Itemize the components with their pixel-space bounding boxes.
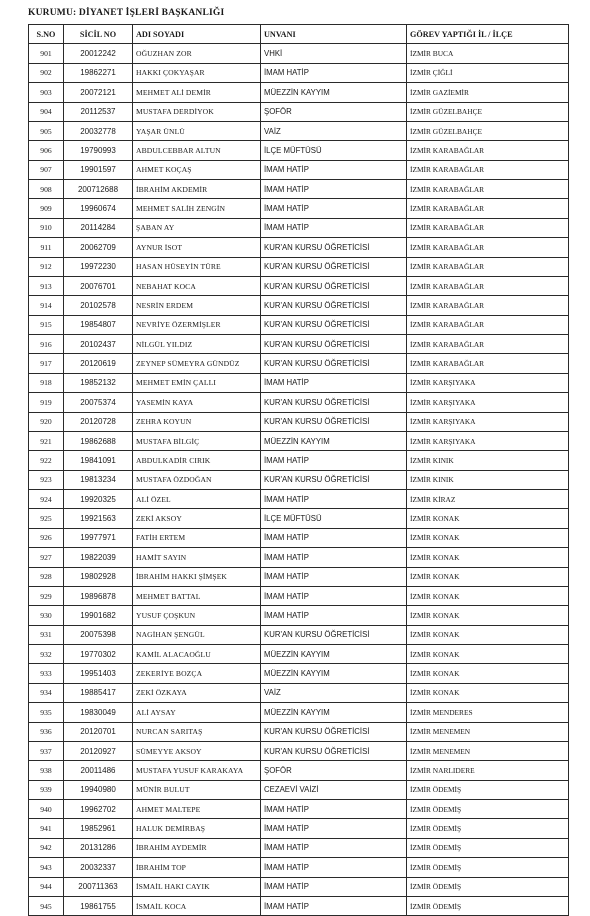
table-row — [29, 373, 569, 392]
cell-sicil-no: 20032337 — [64, 858, 133, 877]
table-row — [29, 741, 569, 760]
table-row — [29, 509, 569, 528]
table-row — [29, 44, 569, 63]
cell-unvani: VHKİ — [261, 44, 407, 63]
cell-gorev-yeri: İZMİR KONAK — [407, 683, 569, 702]
cell-gorev-yeri: İZMİR KARABAĞLAR — [407, 296, 569, 315]
cell-adi-soyadi: ZEKERİYE BOZÇA — [133, 664, 261, 683]
cell-adi-soyadi: ZEKİ ÖZKAYA — [133, 683, 261, 702]
cell-adi-soyadi: MUSTAFA BİLGİÇ — [133, 431, 261, 450]
cell-sicil-no: 19854807 — [64, 315, 133, 334]
cell-sicil-no: 19977971 — [64, 528, 133, 547]
cell-sno: 945 — [29, 896, 64, 915]
cell-unvani: KUR'AN KURSU ÖĞRETİCİSİ — [261, 257, 407, 276]
cell-sicil-no: 20112537 — [64, 102, 133, 121]
cell-sicil-no: 20062709 — [64, 238, 133, 257]
cell-gorev-yeri: İZMİR ÖDEMİŞ — [407, 780, 569, 799]
cell-sno: 914 — [29, 296, 64, 315]
cell-sicil-no: 20120927 — [64, 741, 133, 760]
cell-unvani: KUR'AN KURSU ÖĞRETİCİSİ — [261, 315, 407, 334]
cell-sno: 927 — [29, 548, 64, 567]
cell-unvani: KUR'AN KURSU ÖĞRETİCİSİ — [261, 625, 407, 644]
cell-adi-soyadi: MEHMET EMİN ÇALLI — [133, 373, 261, 392]
cell-adi-soyadi: FATİH ERTEM — [133, 528, 261, 547]
table-row — [29, 703, 569, 722]
cell-gorev-yeri: İZMİR KONAK — [407, 528, 569, 547]
cell-sno: 920 — [29, 412, 64, 431]
cell-sno: 906 — [29, 141, 64, 160]
cell-sno: 905 — [29, 121, 64, 140]
cell-sno: 901 — [29, 44, 64, 63]
cell-gorev-yeri: İZMİR KARABAĞLAR — [407, 257, 569, 276]
table-row — [29, 393, 569, 412]
table-row — [29, 296, 569, 315]
cell-sno: 907 — [29, 160, 64, 179]
cell-adi-soyadi: AYNUR İSOT — [133, 238, 261, 257]
cell-adi-soyadi: HAMİT SAYIN — [133, 548, 261, 567]
cell-sno: 911 — [29, 238, 64, 257]
cell-sno: 929 — [29, 586, 64, 605]
cell-sicil-no: 19920325 — [64, 490, 133, 509]
column-header-sicil-no: SİCİL NO — [64, 25, 133, 44]
column-header-sno: S.NO — [29, 25, 64, 44]
personnel-table — [28, 24, 569, 916]
cell-sno: 919 — [29, 393, 64, 412]
table-row — [29, 877, 569, 896]
table-row — [29, 470, 569, 489]
table-row — [29, 606, 569, 625]
cell-sno: 934 — [29, 683, 64, 702]
cell-sno: 931 — [29, 625, 64, 644]
cell-sno: 937 — [29, 741, 64, 760]
cell-sicil-no: 20075374 — [64, 393, 133, 412]
table-row — [29, 761, 569, 780]
cell-gorev-yeri: İZMİR KARABAĞLAR — [407, 335, 569, 354]
cell-adi-soyadi: ŞABAN AY — [133, 218, 261, 237]
table-row — [29, 335, 569, 354]
cell-sicil-no: 19830049 — [64, 703, 133, 722]
cell-gorev-yeri: İZMİR ÖDEMİŞ — [407, 800, 569, 819]
cell-sno: 926 — [29, 528, 64, 547]
cell-adi-soyadi: HALUK DEMİRBAŞ — [133, 819, 261, 838]
cell-gorev-yeri: İZMİR KİRAZ — [407, 490, 569, 509]
cell-sno: 928 — [29, 567, 64, 586]
cell-unvani: KUR'AN KURSU ÖĞRETİCİSİ — [261, 470, 407, 489]
table-body — [29, 44, 569, 916]
table-row — [29, 121, 569, 140]
cell-unvani: İMAM HATİP — [261, 819, 407, 838]
table-row — [29, 238, 569, 257]
cell-unvani: KUR'AN KURSU ÖĞRETİCİSİ — [261, 238, 407, 257]
cell-adi-soyadi: SÜMEYYE AKSOY — [133, 741, 261, 760]
cell-gorev-yeri: İZMİR KONAK — [407, 645, 569, 664]
table-row — [29, 645, 569, 664]
cell-sicil-no: 200711363 — [64, 877, 133, 896]
cell-adi-soyadi: ZEYNEP SÜMEYRA GÜNDÜZ — [133, 354, 261, 373]
cell-gorev-yeri: İZMİR KARABAĞLAR — [407, 276, 569, 295]
cell-unvani: İMAM HATİP — [261, 373, 407, 392]
column-header-unvani: UNVANI — [261, 25, 407, 44]
table-row — [29, 431, 569, 450]
cell-sicil-no: 20102437 — [64, 335, 133, 354]
cell-adi-soyadi: YASEMİN KAYA — [133, 393, 261, 412]
cell-adi-soyadi: NESRİN ERDEM — [133, 296, 261, 315]
cell-gorev-yeri: İZMİR KARABAĞLAR — [407, 354, 569, 373]
cell-unvani: İMAM HATİP — [261, 800, 407, 819]
cell-unvani: KUR'AN KURSU ÖĞRETİCİSİ — [261, 393, 407, 412]
cell-gorev-yeri: İZMİR KONAK — [407, 567, 569, 586]
cell-unvani: KUR'AN KURSU ÖĞRETİCİSİ — [261, 354, 407, 373]
cell-adi-soyadi: MUSTAFA ÖZDOĞAN — [133, 470, 261, 489]
cell-gorev-yeri: İZMİR KARŞIYAKA — [407, 431, 569, 450]
cell-adi-soyadi: İBRAHİM AYDEMİR — [133, 838, 261, 857]
cell-gorev-yeri: İZMİR MENEMEN — [407, 741, 569, 760]
cell-gorev-yeri: İZMİR KINIK — [407, 470, 569, 489]
cell-adi-soyadi: KAMİL ALACAOĞLU — [133, 645, 261, 664]
cell-unvani: VAİZ — [261, 121, 407, 140]
cell-adi-soyadi: İBRAHİM TOP — [133, 858, 261, 877]
cell-sno: 904 — [29, 102, 64, 121]
cell-sicil-no: 20120728 — [64, 412, 133, 431]
cell-unvani: MÜEZZİN KAYYIM — [261, 664, 407, 683]
table-row — [29, 276, 569, 295]
cell-sicil-no: 20075398 — [64, 625, 133, 644]
table-row — [29, 315, 569, 334]
cell-sno: 916 — [29, 335, 64, 354]
table-row — [29, 180, 569, 199]
cell-gorev-yeri: İZMİR KARABAĞLAR — [407, 180, 569, 199]
cell-sno: 939 — [29, 780, 64, 799]
cell-gorev-yeri: İZMİR KARABAĞLAR — [407, 160, 569, 179]
cell-gorev-yeri: İZMİR KONAK — [407, 509, 569, 528]
cell-adi-soyadi: AHMET MALTEPE — [133, 800, 261, 819]
cell-gorev-yeri: İZMİR GÜZELBAHÇE — [407, 102, 569, 121]
table-row — [29, 722, 569, 741]
cell-sicil-no: 200712688 — [64, 180, 133, 199]
cell-adi-soyadi: İBRAHİM AKDEMİR — [133, 180, 261, 199]
cell-unvani: MÜEZZİN KAYYIM — [261, 83, 407, 102]
cell-gorev-yeri: İZMİR KARŞIYAKA — [407, 412, 569, 431]
table-row — [29, 141, 569, 160]
table-row — [29, 257, 569, 276]
cell-sicil-no: 20120619 — [64, 354, 133, 373]
column-header-adi-soyadi: ADI SOYADI — [133, 25, 261, 44]
cell-sicil-no: 20011486 — [64, 761, 133, 780]
cell-gorev-yeri: İZMİR KARABAĞLAR — [407, 315, 569, 334]
cell-sicil-no: 19813234 — [64, 470, 133, 489]
cell-adi-soyadi: ZEHRA KOYUN — [133, 412, 261, 431]
cell-sicil-no: 20120701 — [64, 722, 133, 741]
cell-gorev-yeri: İZMİR MENEMEN — [407, 722, 569, 741]
cell-sicil-no: 19770302 — [64, 645, 133, 664]
table-row — [29, 800, 569, 819]
cell-unvani: KUR'AN KURSU ÖĞRETİCİSİ — [261, 276, 407, 295]
cell-sno: 908 — [29, 180, 64, 199]
table-row — [29, 664, 569, 683]
table-row — [29, 63, 569, 82]
table-row — [29, 683, 569, 702]
cell-adi-soyadi: OĞUZHAN ZOR — [133, 44, 261, 63]
cell-sno: 915 — [29, 315, 64, 334]
cell-sno: 912 — [29, 257, 64, 276]
table-row — [29, 838, 569, 857]
cell-unvani: İMAM HATİP — [261, 160, 407, 179]
cell-unvani: İMAM HATİP — [261, 858, 407, 877]
table-row — [29, 586, 569, 605]
cell-sicil-no: 19972230 — [64, 257, 133, 276]
cell-sno: 930 — [29, 606, 64, 625]
cell-unvani: KUR'AN KURSU ÖĞRETİCİSİ — [261, 335, 407, 354]
cell-gorev-yeri: İZMİR KARABAĞLAR — [407, 238, 569, 257]
cell-unvani: İMAM HATİP — [261, 567, 407, 586]
table-row — [29, 354, 569, 373]
table-row — [29, 528, 569, 547]
cell-adi-soyadi: ALİ AYSAY — [133, 703, 261, 722]
cell-adi-soyadi: NURCAN SARITAŞ — [133, 722, 261, 741]
cell-gorev-yeri: İZMİR ÖDEMİŞ — [407, 838, 569, 857]
cell-unvani: KUR'AN KURSU ÖĞRETİCİSİ — [261, 412, 407, 431]
cell-adi-soyadi: ABDULKADİR CIRIK — [133, 451, 261, 470]
cell-sno: 925 — [29, 509, 64, 528]
cell-unvani: İMAM HATİP — [261, 528, 407, 547]
cell-unvani: KUR'AN KURSU ÖĞRETİCİSİ — [261, 296, 407, 315]
cell-sno: 933 — [29, 664, 64, 683]
cell-adi-soyadi: ABDULCEBBAR ALTUN — [133, 141, 261, 160]
cell-sno: 943 — [29, 858, 64, 877]
cell-unvani: KUR'AN KURSU ÖĞRETİCİSİ — [261, 722, 407, 741]
table-row — [29, 625, 569, 644]
cell-gorev-yeri: İZMİR KONAK — [407, 548, 569, 567]
cell-sicil-no: 20012242 — [64, 44, 133, 63]
cell-sicil-no: 19822039 — [64, 548, 133, 567]
cell-gorev-yeri: İZMİR GAZİEMİR — [407, 83, 569, 102]
cell-unvani: İMAM HATİP — [261, 877, 407, 896]
cell-sno: 940 — [29, 800, 64, 819]
cell-adi-soyadi: MEHMET BATTAL — [133, 586, 261, 605]
cell-sno: 941 — [29, 819, 64, 838]
cell-sicil-no: 19960674 — [64, 199, 133, 218]
cell-sno: 924 — [29, 490, 64, 509]
cell-unvani: KUR'AN KURSU ÖĞRETİCİSİ — [261, 741, 407, 760]
cell-gorev-yeri: İZMİR ÖDEMİŞ — [407, 877, 569, 896]
cell-adi-soyadi: NAGİHAN ŞENGÜL — [133, 625, 261, 644]
cell-sicil-no: 19921563 — [64, 509, 133, 528]
cell-sno: 917 — [29, 354, 64, 373]
cell-adi-soyadi: MEHMET SALİH ZENGİN — [133, 199, 261, 218]
table-row — [29, 102, 569, 121]
cell-sno: 935 — [29, 703, 64, 722]
cell-sno: 942 — [29, 838, 64, 857]
document-header: KURUMU: DİYANET İŞLERİ BAŞKANLIĞI — [28, 8, 225, 18]
cell-gorev-yeri: İZMİR KARABAĞLAR — [407, 141, 569, 160]
cell-unvani: İMAM HATİP — [261, 606, 407, 625]
column-header-gorev-yeri: GÖREV YAPTIĞI İL / İLÇE — [407, 25, 569, 44]
cell-gorev-yeri: İZMİR KARŞIYAKA — [407, 393, 569, 412]
cell-adi-soyadi: NEBAHAT KOCA — [133, 276, 261, 295]
cell-gorev-yeri: İZMİR KARABAĞLAR — [407, 218, 569, 237]
cell-sicil-no: 20032778 — [64, 121, 133, 140]
cell-adi-soyadi: AHMET KOÇAŞ — [133, 160, 261, 179]
cell-adi-soyadi: YUSUF ÇOŞKUN — [133, 606, 261, 625]
cell-sno: 936 — [29, 722, 64, 741]
cell-sicil-no: 19862688 — [64, 431, 133, 450]
cell-sicil-no: 19802928 — [64, 567, 133, 586]
cell-sicil-no: 20131286 — [64, 838, 133, 857]
cell-unvani: İMAM HATİP — [261, 586, 407, 605]
cell-sicil-no: 19790993 — [64, 141, 133, 160]
cell-gorev-yeri: İZMİR GÜZELBAHÇE — [407, 121, 569, 140]
cell-unvani: MÜEZZİN KAYYIM — [261, 703, 407, 722]
table-row — [29, 199, 569, 218]
cell-sno: 902 — [29, 63, 64, 82]
cell-unvani: İMAM HATİP — [261, 451, 407, 470]
cell-unvani: İMAM HATİP — [261, 199, 407, 218]
table-row — [29, 896, 569, 915]
cell-adi-soyadi: ALİ ÖZEL — [133, 490, 261, 509]
cell-adi-soyadi: İBRAHİM HAKKI ŞİMŞEK — [133, 567, 261, 586]
cell-sicil-no: 19885417 — [64, 683, 133, 702]
cell-unvani: ŞOFÖR — [261, 102, 407, 121]
cell-adi-soyadi: MUSTAFA YUSUF KARAKAYA — [133, 761, 261, 780]
cell-gorev-yeri: İZMİR BUCA — [407, 44, 569, 63]
cell-gorev-yeri: İZMİR ÖDEMİŞ — [407, 858, 569, 877]
cell-unvani: İMAM HATİP — [261, 838, 407, 857]
table-row — [29, 819, 569, 838]
table-header-row — [29, 25, 569, 44]
cell-unvani: İLÇE MÜFTÜSÜ — [261, 141, 407, 160]
cell-gorev-yeri: İZMİR KONAK — [407, 606, 569, 625]
table-row — [29, 160, 569, 179]
cell-sicil-no: 20102578 — [64, 296, 133, 315]
cell-sicil-no: 19852132 — [64, 373, 133, 392]
cell-sicil-no: 19852961 — [64, 819, 133, 838]
cell-sicil-no: 19940980 — [64, 780, 133, 799]
table-row — [29, 412, 569, 431]
cell-sicil-no: 20076701 — [64, 276, 133, 295]
table-row — [29, 451, 569, 470]
cell-unvani: İMAM HATİP — [261, 180, 407, 199]
cell-gorev-yeri: İZMİR NARLIDERE — [407, 761, 569, 780]
cell-sicil-no: 19951403 — [64, 664, 133, 683]
cell-adi-soyadi: YAŞAR ÜNLÜ — [133, 121, 261, 140]
table-row — [29, 567, 569, 586]
cell-gorev-yeri: İZMİR KARŞIYAKA — [407, 373, 569, 392]
cell-unvani: İMAM HATİP — [261, 218, 407, 237]
cell-sicil-no: 19862271 — [64, 63, 133, 82]
cell-gorev-yeri: İZMİR ÇİĞLİ — [407, 63, 569, 82]
cell-adi-soyadi: MÜNİR BULUT — [133, 780, 261, 799]
table-row — [29, 490, 569, 509]
cell-unvani: VAİZ — [261, 683, 407, 702]
cell-sicil-no: 19841091 — [64, 451, 133, 470]
cell-sno: 944 — [29, 877, 64, 896]
cell-sicil-no: 19901682 — [64, 606, 133, 625]
table-row — [29, 83, 569, 102]
cell-sno: 932 — [29, 645, 64, 664]
cell-adi-soyadi: HASAN HÜSEYİN TÜRE — [133, 257, 261, 276]
cell-gorev-yeri: İZMİR ÖDEMİŞ — [407, 819, 569, 838]
cell-unvani: İMAM HATİP — [261, 896, 407, 915]
cell-unvani: İMAM HATİP — [261, 490, 407, 509]
cell-adi-soyadi: ZEKİ AKSOY — [133, 509, 261, 528]
table-row — [29, 858, 569, 877]
cell-sno: 918 — [29, 373, 64, 392]
cell-adi-soyadi: İSMAİL KOCA — [133, 896, 261, 915]
table-row — [29, 780, 569, 799]
cell-gorev-yeri: İZMİR MENDERES — [407, 703, 569, 722]
cell-gorev-yeri: İZMİR KINIK — [407, 451, 569, 470]
cell-unvani: İMAM HATİP — [261, 63, 407, 82]
cell-gorev-yeri: İZMİR KONAK — [407, 586, 569, 605]
cell-sicil-no: 19896878 — [64, 586, 133, 605]
table-row — [29, 548, 569, 567]
cell-sicil-no: 19861755 — [64, 896, 133, 915]
cell-sicil-no: 20072121 — [64, 83, 133, 102]
cell-sno: 903 — [29, 83, 64, 102]
cell-sno: 921 — [29, 431, 64, 450]
cell-adi-soyadi: NİLGÜL YILDIZ — [133, 335, 261, 354]
cell-sicil-no: 20114284 — [64, 218, 133, 237]
cell-adi-soyadi: İSMAİL HAKI CAYIK — [133, 877, 261, 896]
cell-sno: 909 — [29, 199, 64, 218]
cell-sno: 938 — [29, 761, 64, 780]
cell-gorev-yeri: İZMİR KONAK — [407, 625, 569, 644]
cell-gorev-yeri: İZMİR ÖDEMİŞ — [407, 896, 569, 915]
cell-gorev-yeri: İZMİR KONAK — [407, 664, 569, 683]
cell-adi-soyadi: MUSTAFA DERDİYOK — [133, 102, 261, 121]
cell-sno: 913 — [29, 276, 64, 295]
cell-unvani: MÜEZZİN KAYYIM — [261, 645, 407, 664]
cell-adi-soyadi: NEVRİYE ÖZERMİŞLER — [133, 315, 261, 334]
cell-unvani: İLÇE MÜFTÜSÜ — [261, 509, 407, 528]
cell-sno: 910 — [29, 218, 64, 237]
cell-sicil-no: 19962702 — [64, 800, 133, 819]
cell-unvani: İMAM HATİP — [261, 548, 407, 567]
cell-unvani: ŞOFÖR — [261, 761, 407, 780]
cell-unvani: CEZAEVİ VAİZİ — [261, 780, 407, 799]
cell-unvani: MÜEZZİN KAYYIM — [261, 431, 407, 450]
cell-gorev-yeri: İZMİR KARABAĞLAR — [407, 199, 569, 218]
cell-adi-soyadi: MEHMET ALİ DEMİR — [133, 83, 261, 102]
cell-sno: 923 — [29, 470, 64, 489]
cell-adi-soyadi: HAKKI ÇOKYAŞAR — [133, 63, 261, 82]
cell-sno: 922 — [29, 451, 64, 470]
table-row — [29, 218, 569, 237]
cell-sicil-no: 19901597 — [64, 160, 133, 179]
